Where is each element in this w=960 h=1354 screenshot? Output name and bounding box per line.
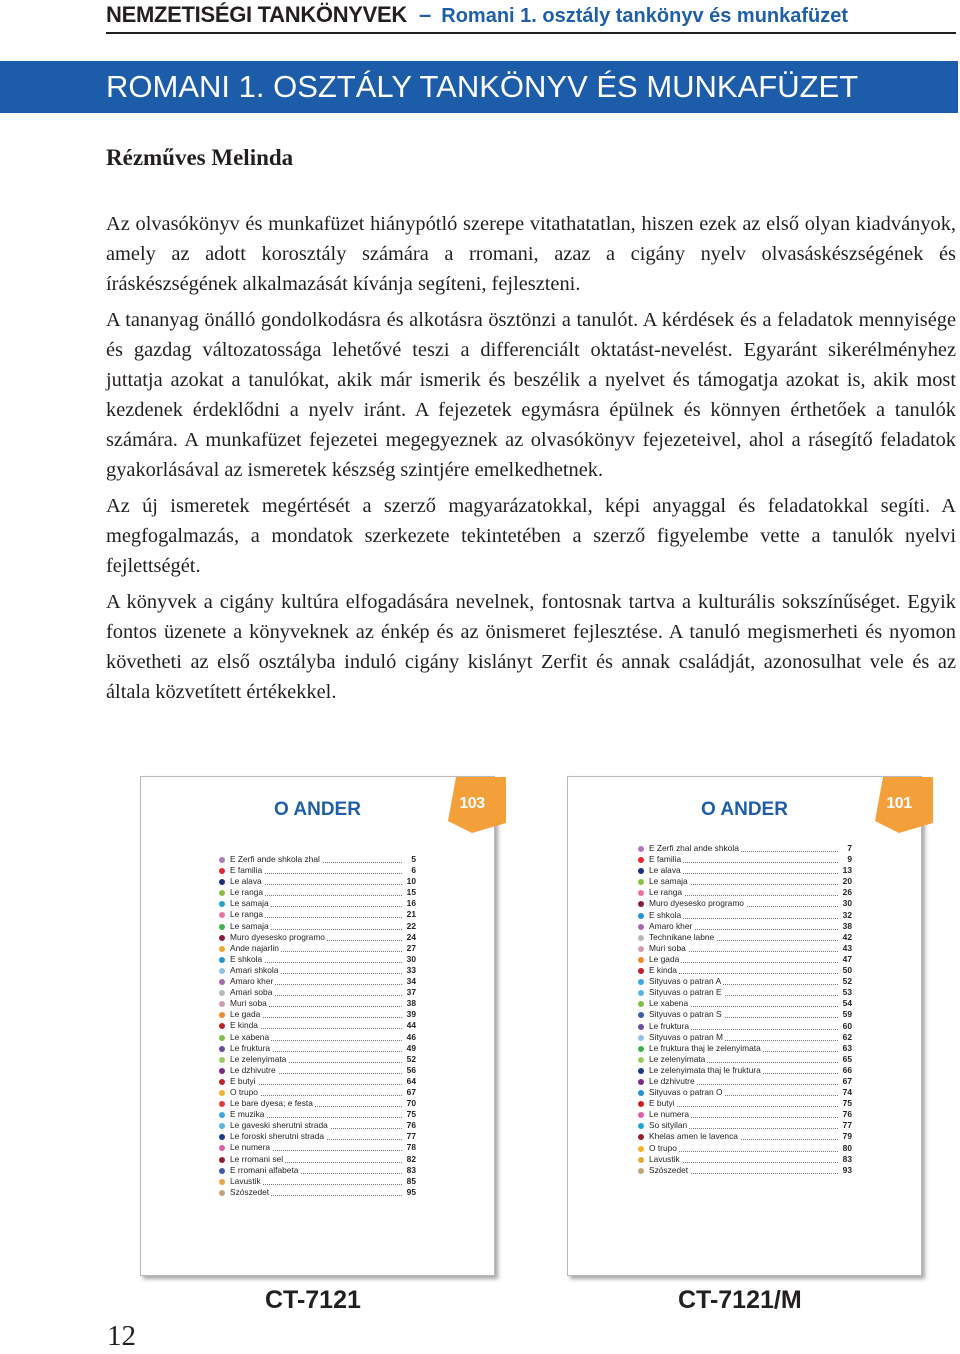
toc-entry-page: 6	[411, 865, 416, 876]
toc-entry	[219, 976, 416, 987]
toc-entry-page: 10	[406, 876, 416, 887]
toc-entry-label: Muri soba	[649, 942, 686, 953]
author-name: Rézműves Melinda	[106, 145, 294, 170]
toc-entry-label: Amaro kher	[230, 976, 274, 987]
bullet-icon	[219, 946, 225, 952]
toc-entry-page: 46	[406, 1031, 416, 1042]
toc-entry-label: E familia	[230, 865, 263, 876]
toc-entry-page: 34	[406, 976, 416, 987]
toc-entry-page: 39	[406, 1009, 416, 1020]
toc-entry-label: So sityilan	[649, 1120, 688, 1131]
bullet-icon	[638, 846, 644, 852]
toc-entry-label: Szószedet	[230, 1186, 270, 1197]
bullet-icon	[219, 901, 225, 907]
toc-entry	[638, 998, 852, 1009]
bullet-icon	[219, 979, 225, 985]
bullet-icon	[638, 924, 644, 930]
toc-entry-label: Sityuvas o patran S	[649, 1009, 722, 1020]
bullet-icon	[638, 879, 644, 885]
bullet-icon	[638, 935, 644, 941]
toc-entry-page: 38	[406, 998, 416, 1009]
toc-entry-page: 33	[406, 964, 416, 975]
toc-entry-page: 16	[406, 898, 416, 909]
toc-entry-label: Le ranga	[649, 887, 683, 898]
bullet-icon	[219, 1068, 225, 1074]
bullet-icon	[638, 1001, 644, 1007]
toc-entry	[219, 1076, 416, 1087]
bullet-icon	[638, 957, 644, 963]
bullet-icon	[219, 924, 225, 930]
bullet-icon	[219, 1134, 225, 1140]
toc-entry-page: 93	[842, 1164, 852, 1175]
bullet-icon	[219, 1023, 225, 1029]
toc-entry-page: 53	[842, 987, 852, 998]
bullet-icon	[638, 857, 644, 863]
bullet-icon	[638, 1101, 644, 1107]
toc-entry-label: Lavustik	[649, 1153, 680, 1164]
toc-entry-page: 67	[842, 1075, 852, 1086]
toc-entry	[219, 1165, 416, 1176]
bullet-icon	[219, 1112, 225, 1118]
toc-entry-label: Sityuvas o patran M	[649, 1031, 724, 1042]
bullet-icon	[638, 1068, 644, 1074]
toc-entry-label: Amari shkola	[230, 964, 279, 975]
toc-entry-page: 77	[842, 1120, 852, 1131]
bullet-icon	[219, 1012, 225, 1018]
toc-entry	[638, 876, 852, 887]
paragraph: Az új ismeretek megértését a szerző magyarázatokkal, képi anyaggal és feladatokkal segíti. A megfogalmazás, a mondatok szerkezete tekintetében a szerző figyelembe vette a tanulók nyelvi fejlettségét.	[106, 495, 956, 577]
toc-entry	[219, 1087, 416, 1098]
toc-entry-label: O trupo	[649, 1142, 677, 1153]
toc-entry-page: 32	[842, 909, 852, 920]
toc-entry-page: 22	[406, 920, 416, 931]
toc-entry	[638, 865, 852, 876]
toc-entry-page: 47	[842, 953, 852, 964]
toc-entry-page: 79	[842, 1131, 852, 1142]
table-of-contents	[638, 843, 852, 1176]
toc-entry-page: 21	[406, 909, 416, 920]
toc-entry-label: Le zelenyimata	[230, 1053, 287, 1064]
book-title: O ANDER	[701, 799, 788, 820]
toc-entry-page: 95	[406, 1186, 416, 1197]
toc-entry-label: Le rromani sel	[230, 1153, 284, 1164]
toc-entry-page: 76	[406, 1120, 416, 1131]
toc-entry-page: 37	[406, 987, 416, 998]
toc-entry-page: 75	[842, 1098, 852, 1109]
bullet-icon	[219, 879, 225, 885]
toc-entry-label: Le gada	[649, 953, 680, 964]
bullet-icon	[219, 1168, 225, 1174]
toc-entry-label: Le xabena	[230, 1031, 270, 1042]
toc-entry-label: Le alava	[230, 876, 262, 887]
bullet-icon	[219, 1001, 225, 1007]
bullet-icon	[219, 1145, 225, 1151]
bullet-icon	[219, 1190, 225, 1196]
toc-entry-page: 63	[842, 1042, 852, 1053]
bullet-icon	[638, 1012, 644, 1018]
toc-entry-page: 82	[406, 1153, 416, 1164]
toc-entry-page: 65	[842, 1053, 852, 1064]
bullet-icon	[638, 1157, 644, 1163]
toc-entry-page: 52	[406, 1053, 416, 1064]
toc-entry	[638, 1054, 852, 1065]
toc-entry	[638, 898, 852, 909]
toc-entry-label: Le fruktura	[230, 1042, 271, 1053]
toc-entry-page: 44	[406, 1020, 416, 1031]
toc-entry-label: E Zerfi ande shkola zhal	[230, 854, 320, 864]
toc-entry-label: Le dzhivutre	[230, 1064, 276, 1075]
toc-entry-page: 59	[842, 1009, 852, 1020]
bullet-icon	[219, 968, 225, 974]
toc-entry-label: E kinda	[649, 965, 677, 976]
toc-entry-label: Le foroski sherutni strada	[230, 1131, 325, 1142]
description-text	[106, 209, 956, 713]
toc-entry-label: E kinda	[230, 1020, 258, 1031]
bullet-icon	[638, 1079, 644, 1085]
toc-entry-page: 13	[842, 865, 852, 876]
bullet-icon	[638, 1035, 644, 1041]
toc-entry-page: 74	[842, 1087, 852, 1098]
toc-entry-page: 7	[847, 843, 852, 853]
toc-entry-label: Le samaja	[230, 920, 269, 931]
toc-entry-page: 5	[411, 854, 416, 864]
toc-entry-label: E rromani alfabeta	[230, 1164, 299, 1175]
toc-entry-label: Technikane labne	[649, 931, 715, 942]
toc-entry	[219, 1054, 416, 1065]
toc-entry-page: 30	[406, 953, 416, 964]
toc-entry-label: Le dzhivutre	[649, 1075, 695, 1086]
toc-entry-label: Amaro kher	[649, 920, 693, 931]
toc-entry	[219, 1131, 416, 1142]
toc-entry	[638, 1131, 852, 1142]
bullet-icon	[638, 1024, 644, 1030]
toc-entry-page: 67	[406, 1086, 416, 1097]
bullet-icon	[219, 1057, 225, 1063]
toc-entry-page: 70	[406, 1098, 416, 1109]
toc-entry-page: 50	[842, 965, 852, 976]
bullet-icon	[638, 990, 644, 996]
toc-entry-label: Le numera	[649, 1109, 690, 1120]
toc-entry-label: E muzika	[230, 1109, 265, 1120]
toc-entry	[219, 1043, 416, 1054]
toc-entry	[219, 1120, 416, 1131]
toc-entry	[219, 1065, 416, 1076]
dot-leader	[649, 1106, 838, 1107]
table-of-contents	[219, 854, 416, 1198]
toc-entry-page: 75	[406, 1109, 416, 1120]
toc-entry-page: 49	[406, 1042, 416, 1053]
toc-entry-page: 66	[842, 1064, 852, 1075]
toc-entry	[219, 854, 416, 865]
page-badge	[448, 777, 506, 833]
toc-entry-label: Le numera	[230, 1142, 271, 1153]
toc-entry	[219, 1187, 416, 1198]
toc-entry	[219, 1154, 416, 1165]
toc-entry	[638, 1120, 852, 1131]
toc-entry-label: Le ranga	[230, 909, 264, 920]
toc-entry	[219, 921, 416, 932]
toc-entry-label: Le fruktura thaj le zelenyimata	[649, 1042, 761, 1053]
toc-entry-label: Muro dyesesko programo	[230, 931, 325, 942]
bullet-icon	[638, 1146, 644, 1152]
toc-entry	[638, 1143, 852, 1154]
toc-entry	[638, 843, 852, 854]
toc-entry-label: Ande najarlin	[230, 942, 279, 953]
toc-entry	[638, 1154, 852, 1165]
toc-entry-page: 64	[406, 1075, 416, 1086]
toc-entry-label: Le ranga	[230, 887, 264, 898]
bullet-icon	[638, 979, 644, 985]
toc-entry-label: Muri soba	[230, 998, 267, 1009]
toc-entry-label: Le fruktura	[649, 1020, 690, 1031]
toc-entry	[219, 943, 416, 954]
toc-entry-label: Sityuvas o patran O	[649, 1087, 723, 1098]
bullet-icon	[219, 957, 225, 963]
toc-entry	[219, 887, 416, 898]
toc-entry	[638, 1021, 852, 1032]
toc-entry-label: Le samaja	[649, 876, 688, 887]
toc-entry-label: Khelas amen le lavenca	[649, 1131, 738, 1142]
toc-entry-label: Le gada	[230, 1009, 261, 1020]
toc-entry	[638, 1165, 852, 1176]
toc-entry-label: Le samaja	[230, 898, 269, 909]
paragraph: A könyvek a cigány kultúra elfogadására nevelnek, fontosnak tartva a kulturális sokszínűséget. Egyik fontos üzenete a könyveknek az énkép és az önismeret fejlesztése. A tanuló megismerheti és nyomon követheti az első osztályba induló cigány kislányt Zerfit és annak családját, azonosulhat vele és az általa közvetített értékekkel.	[106, 591, 956, 703]
bullet-icon	[219, 1090, 225, 1096]
bullet-icon	[638, 1057, 644, 1063]
bullet-icon	[219, 1046, 225, 1052]
toc-entry	[638, 921, 852, 932]
bullet-icon	[638, 968, 644, 974]
toc-entry-label: Le zelenyimata	[649, 1053, 706, 1064]
bullet-icon	[219, 1123, 225, 1129]
toc-entry-page: 24	[406, 931, 416, 942]
toc-entry-page: 9	[847, 854, 852, 865]
toc-entry	[219, 1032, 416, 1043]
book-title: O ANDER	[274, 799, 361, 820]
toc-entry-page: 60	[842, 1020, 852, 1031]
product-code: CT-7121	[265, 1286, 361, 1314]
page-badge	[875, 777, 933, 833]
toc-entry-page: 78	[406, 1142, 416, 1153]
toc-entry-label: E Zerfi zhal ande shkola	[649, 843, 739, 853]
toc-entry-label: E butyi	[649, 1098, 675, 1109]
bullet-icon	[638, 1134, 644, 1140]
toc-entry	[638, 910, 852, 921]
toc-entry-page: 54	[842, 998, 852, 1009]
header-subtitle: Romani 1. osztály tankönyv és munkafüzet	[441, 5, 849, 27]
toc-entry-label: Le zelenyimata thaj le fruktura	[649, 1064, 761, 1075]
bullet-icon	[219, 1035, 225, 1041]
toc-entry	[219, 865, 416, 876]
toc-entry	[638, 954, 852, 965]
toc-entry	[638, 987, 852, 998]
toc-entry-page: 26	[842, 887, 852, 898]
toc-entry-label: Lavustik	[230, 1175, 261, 1186]
header-separator: –	[419, 2, 432, 27]
toc-entry	[219, 1098, 416, 1109]
bullet-icon	[219, 935, 225, 941]
bullet-icon	[219, 1179, 225, 1185]
toc-entry-page: 85	[406, 1175, 416, 1186]
book-cover-textbook	[140, 776, 495, 1276]
toc-entry-label: O trupo	[230, 1086, 258, 1097]
bullet-icon	[219, 890, 225, 896]
toc-entry-page: 43	[842, 942, 852, 953]
toc-entry-page: 42	[842, 931, 852, 942]
toc-entry	[219, 898, 416, 909]
toc-entry	[219, 909, 416, 920]
toc-entry-label: Muro dyesesko programo	[649, 898, 744, 909]
toc-entry	[219, 932, 416, 943]
toc-entry-label: E shkola	[649, 909, 682, 920]
toc-entry	[219, 1009, 416, 1020]
toc-entry-page: 27	[406, 942, 416, 953]
toc-entry	[638, 976, 852, 987]
toc-entry	[219, 1142, 416, 1153]
bullet-icon	[638, 1168, 644, 1174]
series-title: NEMZETISÉGI TANKÖNYVEK	[106, 2, 408, 27]
bullet-icon	[638, 901, 644, 907]
bullet-icon	[219, 857, 225, 863]
running-header	[106, 2, 956, 34]
toc-entry-label: Le alava	[649, 865, 681, 876]
toc-entry	[638, 965, 852, 976]
toc-entry-label: Le bare dyesa; e festa	[230, 1098, 313, 1109]
toc-entry	[638, 854, 852, 865]
toc-entry-label: Sityuvas o patran A	[649, 976, 722, 987]
toc-entry	[219, 965, 416, 976]
product-code: CT-7121/M	[678, 1286, 802, 1314]
toc-entry-label: Amari soba	[230, 987, 273, 998]
toc-entry	[638, 1032, 852, 1043]
toc-entry	[219, 998, 416, 1009]
toc-entry	[638, 932, 852, 943]
page-number: 12	[107, 1320, 136, 1352]
toc-entry-label: E familia	[649, 854, 682, 865]
toc-entry-label: Szószedet	[649, 1164, 689, 1175]
bullet-icon	[638, 913, 644, 919]
bullet-icon	[219, 1157, 225, 1163]
toc-entry-label: Le gaveski sherutni strada	[230, 1120, 328, 1131]
bullet-icon	[219, 1101, 225, 1107]
bullet-icon	[219, 912, 225, 918]
page-badge-number: 101	[886, 795, 912, 812]
toc-entry	[219, 876, 416, 887]
bullet-icon	[219, 1079, 225, 1085]
toc-entry-page: 38	[842, 920, 852, 931]
section-title: ROMANI 1. OSZTÁLY TANKÖNYV ÉS MUNKAFÜZET	[0, 61, 958, 113]
toc-entry-label: E shkola	[230, 953, 263, 964]
toc-entry	[638, 1109, 852, 1120]
toc-entry-label: Sityuvas o patran E	[649, 987, 722, 998]
toc-entry-page: 20	[842, 876, 852, 887]
toc-entry-page: 30	[842, 898, 852, 909]
toc-entry-page: 62	[842, 1031, 852, 1042]
toc-entry-page: 52	[842, 976, 852, 987]
toc-entry	[219, 1109, 416, 1120]
toc-entry	[219, 987, 416, 998]
bullet-icon	[638, 1046, 644, 1052]
toc-entry-label: Le xabena	[649, 998, 689, 1009]
toc-entry	[219, 1020, 416, 1031]
bullet-icon	[638, 946, 644, 952]
paragraph: Az olvasókönyv és munkafüzet hiánypótló szerepe vitathatatlan, hiszen ezek az első olyan kiadványok, amely az adott korosztály számára a rromani, azaz a cigány nyelv olvasáskészségének és íráskészségének alkalmazását kívánja segíteni, fejleszteni.	[106, 213, 956, 295]
toc-entry	[638, 887, 852, 898]
toc-entry-page: 76	[842, 1109, 852, 1120]
bullet-icon	[638, 868, 644, 874]
paragraph: A tananyag önálló gondolkodásra és alkotásra ösztönzi a tanulót. A kérdések és a feladatok mennyisége és gazdag változatossága lehetővé teszi a differenciált oktatást-nevelést. Egyaránt sikerélményhez juttatja azokat a tanulókat, akik már ismerik és beszélik a nyelvet és támogatja azokat is, akik most kezdenek érdeklődni a nyelv iránt. A fejezetek egymásra épülnek és könnyen érthetőek a tanulók számára. A munkafüzet fejezetei megegyeznek az olvasókönyv fejezeteivel, ahol a rásegítő feladatok gyakorlásával az ismeretek készség szintjére emelkedhetnek.	[106, 309, 956, 481]
bullet-icon	[638, 1123, 644, 1129]
toc-entry-page: 83	[842, 1153, 852, 1164]
toc-entry	[638, 1098, 852, 1109]
bullet-icon	[219, 990, 225, 996]
bullet-icon	[219, 868, 225, 874]
toc-entry-page: 56	[406, 1064, 416, 1075]
page-badge-number: 103	[459, 795, 485, 812]
toc-entry-page: 83	[406, 1164, 416, 1175]
bullet-icon	[638, 890, 644, 896]
bullet-icon	[638, 1090, 644, 1096]
toc-entry	[638, 1043, 852, 1054]
toc-entry	[638, 1009, 852, 1020]
toc-entry	[638, 1065, 852, 1076]
toc-entry	[219, 1176, 416, 1187]
book-cover-workbook	[567, 776, 922, 1276]
toc-entry-page: 77	[406, 1131, 416, 1142]
toc-entry	[638, 1087, 852, 1098]
toc-entry-page: 15	[406, 887, 416, 898]
bullet-icon	[638, 1112, 644, 1118]
toc-entry	[638, 943, 852, 954]
toc-entry	[219, 954, 416, 965]
toc-entry-label: E butyi	[230, 1075, 256, 1086]
toc-entry	[638, 1076, 852, 1087]
toc-entry-page: 80	[842, 1142, 852, 1153]
